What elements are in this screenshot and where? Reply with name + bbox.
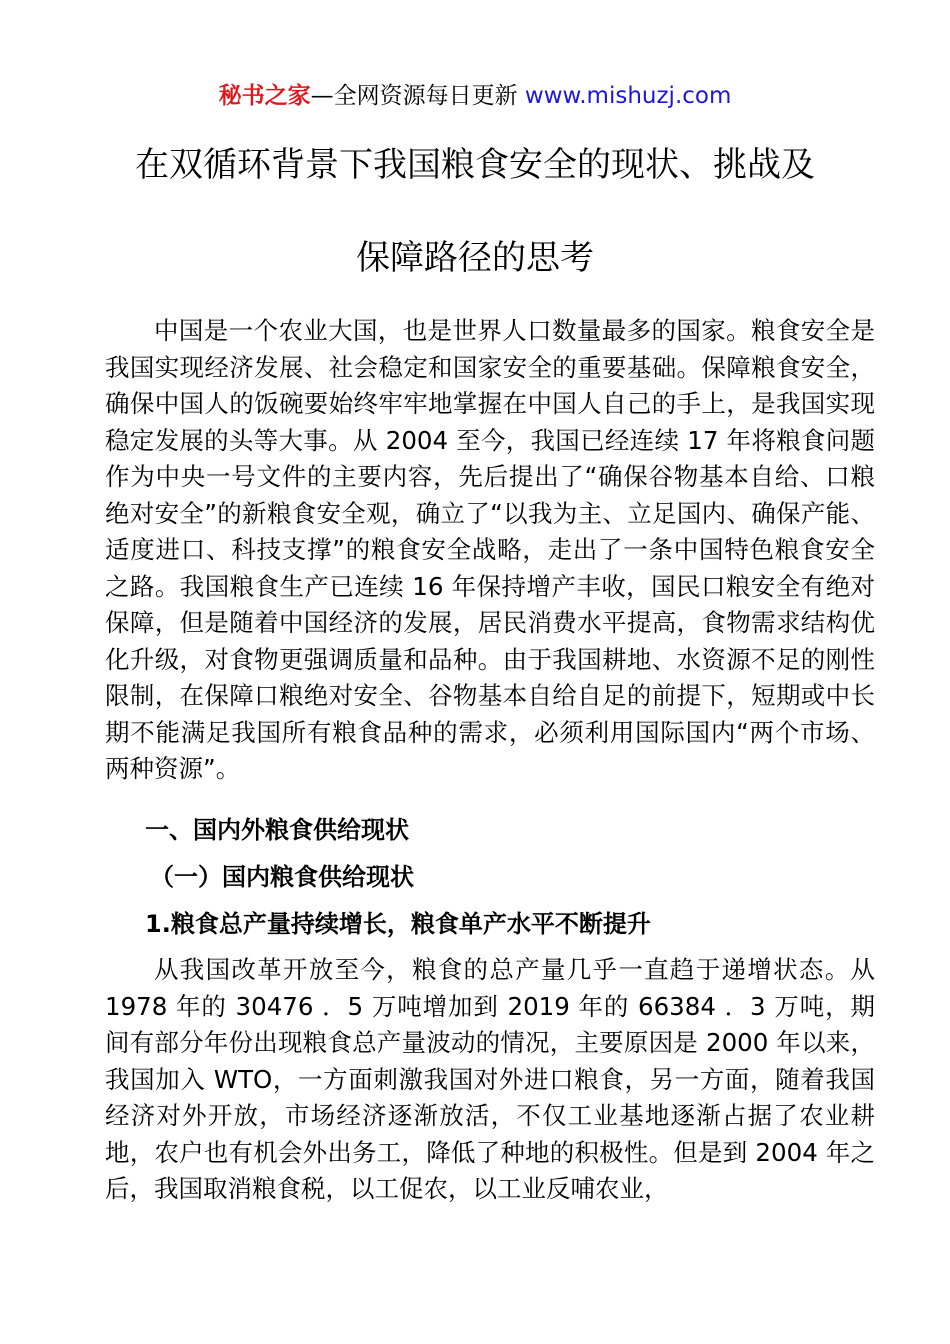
intro-paragraph: 中国是一个农业大国，也是世界人口数量最多的国家。粮食安全是我国实现经济发展、社会稳定和国家安全的重要基础。保障粮食安全，确保中国人的饭碗要始终牢牢地掌握在中国人自己的手上，是我国实现稳定发展的头等大事。从 2004 至今，我国已经连续 17 年将粮食问题作为中央一号文件的主要内容，先后提出了“确保谷物基本自给、口粮绝对安全”的新粮食安全观，确立了“以我为主、立足国内、确保产能、适度进口、科技支撑”的粮食安全战略，走出了一条中国特色粮食安全之路。我国粮食生产已连续 16 年保持增产丰收，国民口粮安全有绝对保障，但是随着中国经济的发展，居民消费水平提高，食物需求结构优化升级，对食物更强调质量和品种。由于我国耕地、水资源不足的刚性限制，在保障口粮绝对安全、谷物基本自给自足的前提下，短期或中长期不能满足我国所有粮食品种的需求，必须利用国际国内“两个市场、两种资源”。 [105, 316, 875, 783]
sub-subsection-heading: 1.粮食总产量持续增长，粮食单产水平不断提升 [145, 910, 651, 938]
document-title-line1: 在双循环背景下我国粮食安全的现状、挑战及 [135, 145, 815, 185]
body-paragraph: 从我国改革开放至今，粮食的总产量几乎一直趋于递增状态。从 1978 年的 30476 ．5 万吨增加到 2019 年的 66384 ．3 万吨，期间有部分年份出现粮食总产量波动的情况，主要原因是 2000 年以来，我国加入 WTO，一方面刺激我国对外进口粮食，另一方面，随着我国经济对外开放，市场经济逐渐放活，不仅工业基地逐渐占据了农业耕地，农户也有机会外出务工，降低了种地的积极性。但是到 2004 年之后，我国取消粮食税，以工促农，以工业反哺农业， [105, 955, 875, 1203]
site-header [0, 80, 950, 112]
header-tagline: —全网资源每日更新 [310, 83, 518, 109]
subsection-heading: （一）国内粮食供给现状 [150, 863, 414, 891]
document-title-line2: 保障路径的思考 [356, 238, 594, 278]
site-url-link[interactable]: www.mishuzj.com [524, 83, 732, 109]
brand-name: 秘书之家 [218, 83, 311, 109]
section-heading: 一、国内外粮食供给现状 [145, 816, 409, 844]
